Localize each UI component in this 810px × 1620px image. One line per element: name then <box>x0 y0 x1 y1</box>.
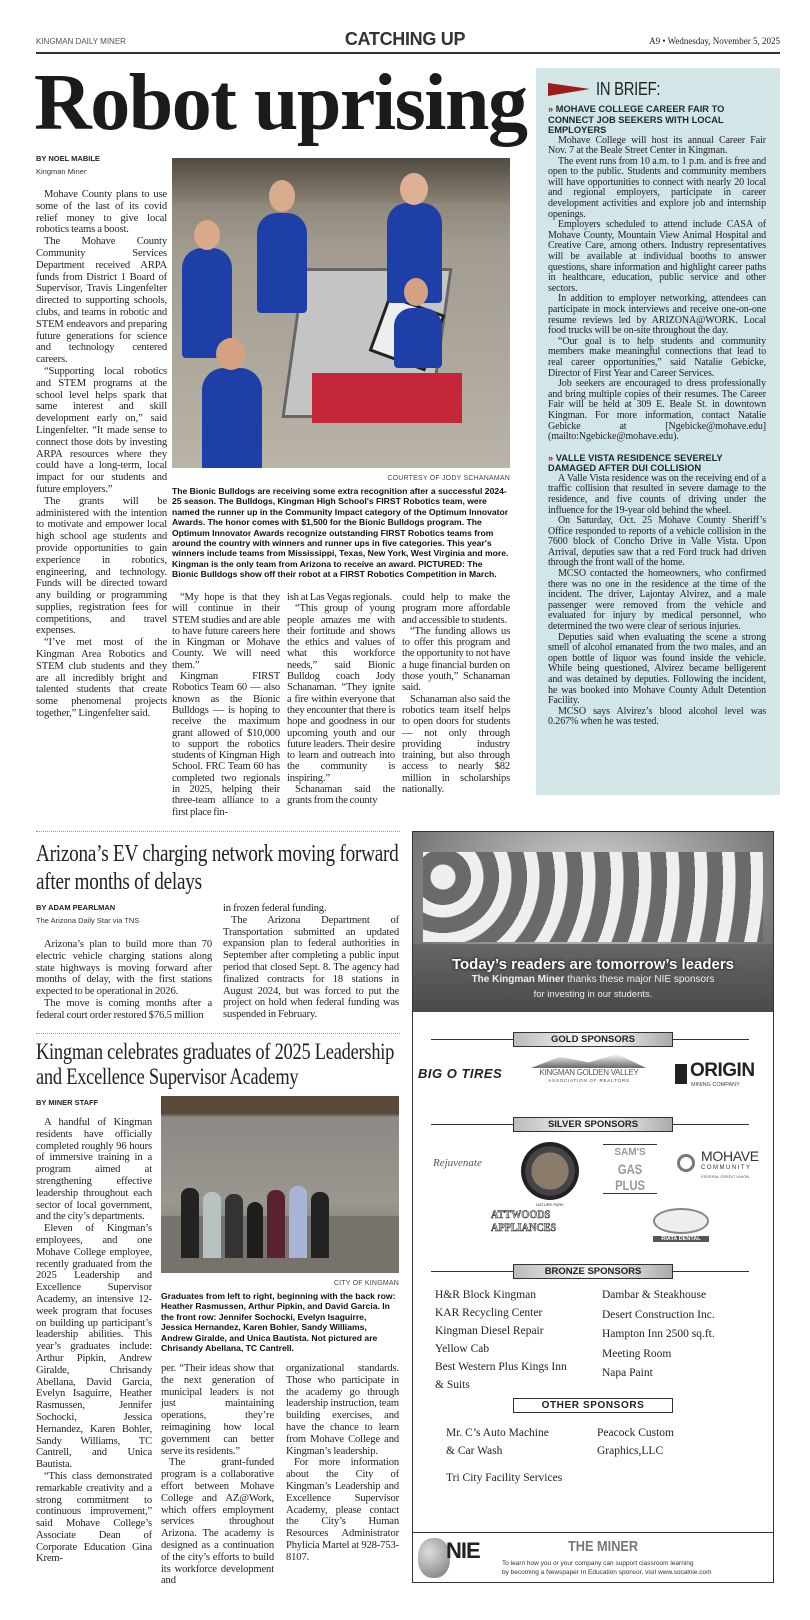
brief-headline: » MOHAVE COLLEGE CAREER FAIR TO CONNECT JOB SEEKERS WITH LOCAL EMPLOYERS <box>548 104 725 135</box>
paragraph: “The funding allows us to offer this program and the opportunity to not have a huge financial burden on those youth,” Schanaman said. <box>402 625 510 694</box>
paragraph: The event runs from 10 a.m. to 1 p.m. and is free and open to the public. Students and community members will have opportunities to connect with nearly 20 local and regional employers, participate in career development activities and explore job and internship openings. <box>548 155 766 220</box>
paragraph: “I’ve met most of the Kingman Area Robotics and STEM club students and they are all incredibly bright and talented students that create some phenomenal projects together,” Lingenfelter said. <box>36 637 167 720</box>
nie-sponsor-ad: Today’s readers are tomorrow’s leaders The Kingman Miner thanks these major NIE sponsors for investing in our students. GOLD SPONSORS BIG O TIRES KINGMAN GOLDEN VALLEY ASSOCIATION OF REALTORS ORIGIN MINING COMPANY SILVER SPONSORS Rejuvenate NATURE PARK SAM'S GAS PLUS MOHAVE COMMUNITY FEDERAL CREDIT UNION ATTWOODS APPLIANCES RIATA DENTAL BRONZE SPONSORS H&R Block Kingman KAR Recycling Center Kingman Diesel Repair Yellow Cab Best Western Plus Kings Inn & Suits Dambar & Steakhouse Desert Construction Inc. Hampton Inn 2500 sq.ft. Meeting Room Napa Paint OTHER SPONSORS Mr. C’s Auto Machine & Car Wash Tri City Facility Services Peacock Custom Graphics,LLC NIE THE MINER To learn how you or your company can support classroom learning by becoming a Newspaper In Education sponsor, visit www.socalnie.com <box>412 831 774 1583</box>
paragraph: “Supporting local robotics and STEM programs at the school level helps spark that same interest and skill development early on,” said Lingenfelter. “It made sense to connect those dots by investing ARPA resources where they could have a long-term, local impact for our students and future employers.” <box>36 365 167 495</box>
bronze-sponsors-left <box>435 1286 567 1394</box>
paragraph: Arizona’s plan to build more than 70 electric vehicle charging stations along state highways is moving forward after months of delay, with the first stations expected to be operational in 2026. <box>36 939 212 998</box>
the-miner-logo: THE MINER <box>568 1538 639 1555</box>
robot-headline: Robot uprising <box>34 59 527 147</box>
sponsor-name: Mr. C’s Auto Machine <box>446 1427 549 1439</box>
paragraph: Mohave County plans to use some of the last of its covid relief money to give local robotics teams a boost. <box>36 189 167 236</box>
photo-credit: COURTESY OF JODY SCHANAMAN <box>387 475 510 482</box>
graduates-photo <box>161 1096 399 1273</box>
in-brief-header <box>548 78 766 100</box>
section-title: CATCHING UP <box>344 29 466 49</box>
byline: BY ADAM PEARLMAN <box>36 903 116 912</box>
kingman-golden-valley-logo: KINGMAN GOLDEN VALLEY <box>539 1068 639 1077</box>
academy-col-2 <box>161 1363 274 1587</box>
arrow-icon <box>548 81 590 97</box>
sponsor-name: & Car Wash <box>446 1445 503 1457</box>
sams-gas-plus-logo: SAM'S GAS PLUS <box>603 1144 657 1194</box>
other-sponsors-left <box>446 1424 562 1487</box>
robot-article-col-1 <box>36 189 167 720</box>
section-divider <box>36 1033 400 1034</box>
robot-team-photo <box>172 158 510 468</box>
paragraph: organizational standards. Those who participate in the academy go through leadership instruction, team building exercises, and have the chance to learn from Mohave College and Kingman’s leadership. <box>286 1363 399 1457</box>
paragraph: Employers scheduled to attend include CASA of Mohave County, Mountain View Animal Hospital and Creative Care, among others. Industry representatives will be available at individual booths to answer questions, share information and highlight career paths in healthcare, education, public service and other sectors. <box>548 219 766 294</box>
masthead-rule <box>36 52 780 54</box>
byline: BY MINER STAFF <box>36 1098 99 1107</box>
other-sponsors-right <box>597 1424 674 1460</box>
in-brief-box <box>536 68 780 795</box>
attwoods-appliances-logo: ATTWOODS APPLIANCES <box>491 1207 557 1234</box>
paragraph: The grants will be administered with the intention to motivate and empower local high school age students and provide opportunities to gain experience in robotics, engineering, and technology. Funds will be directed toward any building or programming supplies, registration fees for competitions, and travel expenses. <box>36 495 167 637</box>
paragraph: The grant-funded program is a collaborative effort between Mohave College and AZ@Work, which offers employment services throughout Arizona. The academy is designed as a continuation of the city’s efforts to build its workforce development and <box>161 1457 274 1587</box>
sponsor-name: Hampton Inn 2500 sq.ft. <box>602 1328 715 1340</box>
photo-caption: The Bionic Bulldogs are receiving some extra recognition after a successful 2024-25 season. The Bulldogs, Kingman High School's FIRST Robotics team, were named the runner up in the Community Impact category of the Optimum Innovator Awards. The honor comes with $1,500 for the Bionic Bulldogs program. The Optimum Innovator Awards recognize outstanding FIRST Robotics teams from around the country with winners and runner ups in five categories. This year's winners include teams from Mississippi, Texas, New York, West Virginia and more. Kingman is the only team from Arizona to receive an award. PICTURED: The Bionic Bulldogs show off their robot at a FIRST Robotics Competition in March. <box>172 486 509 580</box>
academy-col-3 <box>286 1363 399 1564</box>
ad-thanks: The Kingman Miner thanks these major NIE sponsors <box>471 974 715 985</box>
paragraph: Schanaman said the grants from the county <box>287 784 395 807</box>
academy-col-1 <box>36 1117 152 1565</box>
paragraph: For more information about the City of Kingman’s Leadership and Excellence Supervisor Academy, please contact the City’s Human Resources Administrator Phylicia Martel at 928-753-8107. <box>286 1457 399 1563</box>
big-o-tires-logo: BIG O TIRES <box>418 1066 503 1081</box>
paragraph: MCSO contacted the homeowners, who confirmed there was no one in the residence at the time of the incident. The driver, Lajontay Alvirez, and a male passenger were removed from the vehicle and evaluated for injury by medical personnel, who determined the two were clear of serious injuries. <box>548 568 766 633</box>
ad-thanks-line2: for investing in our students. <box>533 989 653 1000</box>
paragraph: The Arizona Department of Transportation submitted an updated expansion plan to federal authorities in September after completing a public input period that closed Sept. 8. The agency had finalized contracts for 18 stations in August 2024, but was forced to put the project on hold when federal funding was suspended in February. <box>223 914 399 1021</box>
paragraph: A Valle Vista residence was on the receiving end of a traffic collision that resulted in severe damage to the residence, and five counts of driving under the influence for the 19-year old behind the wheel. <box>548 472 766 516</box>
paragraph: could help to make the program more affordable and accessible to students. <box>402 592 510 626</box>
academy-headline-wrap <box>36 1039 402 1093</box>
paragraph: In addition to employer networking, attendees can participate in mock interviews and receive one-on-one resume reviews led by ARIZONA@WORK. Local food trucks will be on-site throughout the day. <box>548 293 766 337</box>
paragraph: Job seekers are encouraged to dress professionally and bring multiple copies of their resumes. The Career Fair will be held at 309 E. Beale St. in downtown Kingman. For more information, contact Natalie Gebicke at [Ngebicke@mohave.edu](mailto:Ngebicke@mohave.edu). <box>548 378 766 443</box>
sponsor-name: Meeting Room <box>602 1347 672 1360</box>
byline-source: The Arizona Daily Star via TNS <box>36 916 140 925</box>
silver-sponsors-label: SILVER SPONSORS <box>513 1117 673 1132</box>
academy-headline: Kingman celebrates graduates of 2025 Leadership and Excellence Supervisor Academy <box>36 1039 395 1089</box>
paragraph: “This group of young people amazes me with their fortitude and shows the ethics and values of what this workforce needs,” said Bionic Bulldog coach Jody Schanaman. “They ignite a fire within everyone that they encounter that there is hope and goodness in our upcoming youth and our future leaders. Their desire to learn and outreach into the community is inspiring.” <box>287 603 395 784</box>
byline-source: Kingman Miner <box>36 167 87 176</box>
nie-logo: NIE <box>446 1538 480 1563</box>
ev-col-1 <box>36 903 212 1022</box>
origin-logo: ORIGIN <box>690 1060 755 1081</box>
photo-caption: Graduates from left to right, beginning with the back row: Heather Rasmussen, Arthur Pipkin, and David Garcia. In the front row: Jennifer Sochocki, Evelyn Isaguirre, Jessica Hernandez, Karen Bohler, Sandy Williams, Andrew Giralde, and Unica Bautista. Not pictured are Chrisandy Abellana, TC Cantrell. <box>161 1291 396 1354</box>
other-sponsors-label: OTHER SPONSORS <box>513 1398 673 1413</box>
paragraph: The Mohave County Community Services Department received ARPA funds from District 1 Board of Supervisor, Travis Lingenfelter directed to supporting schools, clubs, and teams in robotic and STEM endeavors and preparing future generations for science and technology centered careers. <box>36 236 167 366</box>
ad-footer-text: To learn how you or your company can support classroom learning by becoming a Newspaper In Education sponsor, visit www.socalnie.com <box>502 1560 712 1576</box>
bronze-sponsors-label: BRONZE SPONSORS <box>513 1264 673 1279</box>
paragraph: Mohave College will host its annual Career Fair Nov. 7 at the Beale Street Center in Kingman. <box>548 134 766 157</box>
nature-park-logo <box>521 1142 579 1200</box>
sponsor-name: Graphics,LLC <box>597 1445 664 1457</box>
riata-dental-logo-icon <box>653 1208 709 1234</box>
paper-name: KINGMAN DAILY MINER <box>36 37 126 46</box>
robot-article-col-2 <box>172 592 280 818</box>
paragraph: On Saturday, Oct. 25 Mohave County Sheriff’s Office responded to reports of a vehicle collision in the 7600 block of Concho Drive in Valle Vista. Upon Arrival, deputies saw that a red Ford truck had driven through the front wall of the home. <box>548 515 766 569</box>
ev-headline: Arizona’s EV charging network moving forward after months of delays <box>36 841 399 895</box>
ev-headline-wrap <box>36 840 402 900</box>
photo-credit: CITY OF KINGMAN <box>333 1280 399 1287</box>
sponsor-name: Tri City Facility Services <box>446 1472 563 1484</box>
robot-article-col-4 <box>402 592 510 795</box>
paragraph: Eleven of Kingman’s employees, and one Mohave College employee, recently graduated from the 2025 Leadership and Excellence Supervisor Academy, an intensive 12-week program that focuses on building up participant’s leadership abilities. This year’s graduates include: Arthur Pipkin, Andrew Giralde, Chrisandy Abellana, David Garcia, Evelyn Isaguirre, Heather Rasmussen, Jennifer Sochocki, Jessica Hernandez, Karen Bohler, Sandy Williams, TC Cantrell, and Unica Bautista. <box>36 1223 152 1471</box>
paragraph: “Our goal is to help students and community members make meaningful connections that lead to real career opportunities,” said Natalie Gebicke, Director of First Year and Career Services. <box>548 335 766 379</box>
section-divider <box>36 831 400 832</box>
paragraph: ish at Las Vegas regionals. <box>287 592 393 603</box>
byline: BY NOEL MABILE <box>36 154 100 163</box>
sponsor-name: Desert Construction Inc. <box>602 1308 715 1321</box>
paragraph: Deputies said when evaluating the scene a strong smell of alcohol emanated from the two males, and an open bottle of liquor was found inside the vehicle. While being questioned, Alvirez became belligerent and was detained by deputies. Following the incident, he was booked into Mohave County Adult Detention Facility. <box>548 631 766 707</box>
brief-headline: » VALLE VISTA RESIDENCE SEVERELY DAMAGED AFTER DUI COLLISION <box>548 452 723 474</box>
mohave-community-logo: MOHAVE <box>701 1148 759 1164</box>
sponsor-name: Kingman Diesel Repair <box>435 1325 544 1337</box>
sponsor-name: Yellow Cab <box>435 1343 490 1355</box>
sponsor-name: Best Western Plus Kings Inn <box>435 1361 567 1373</box>
sponsor-name: KAR Recycling Center <box>435 1307 543 1319</box>
in-brief-title: IN BRIEF: <box>596 78 661 99</box>
sponsor-name: Peacock Custom <box>597 1427 674 1439</box>
paragraph: MCSO says Alvirez’s blood alcohol level was 0.267% when he was tested. <box>548 705 766 728</box>
paragraph: Kingman FIRST Robotics Team 60 — also known as the Bionic Bulldogs — is hoping to receive the maximum grant allowed of $10,000 to support the robotics students of Kingman High School. FRC Team 60 has completed two regionals in 2025, helping their three-team alliance to a first place fin- <box>172 671 280 818</box>
sponsor-name: Napa Paint <box>602 1367 653 1379</box>
riata-dental-logo: RIATA DENTAL <box>653 1236 709 1242</box>
robot-byline-block <box>36 154 167 176</box>
sun-logo-icon <box>677 1154 695 1172</box>
ev-col-2 <box>223 903 399 1021</box>
robot-article-col-3 <box>287 592 395 807</box>
paragraph: The move is coming months after a federal court order restored $76.5 million <box>36 997 212 1021</box>
paragraph: A handful of Kingman residents have officially completed roughly 96 hours of immersive training in a program aimed at strengthening effective leadership throughout each sector of local government, and the city’s departments. <box>36 1117 152 1223</box>
paragraph: “This class demonstrated remarkable creativity and a strong commitment to continuous improvement,” said Mohave College’s Associate Dean of Corporate Education Gina Krem- <box>36 1470 152 1565</box>
children-photo <box>413 832 773 1012</box>
sponsor-name: & Suits <box>435 1379 470 1391</box>
sponsor-name: H&R Block Kingman <box>435 1289 536 1301</box>
gold-sponsors-label: GOLD SPONSORS <box>513 1032 673 1047</box>
origin-logo-icon <box>675 1064 687 1084</box>
paragraph: Schanaman also said the robotics team itself helps to open doors for students — not only through providing industry training, but also through access to nearly $82 million in scholarships nationally. <box>402 693 510 796</box>
rejuvenate-logo: Rejuvenate <box>433 1157 482 1169</box>
sponsor-name: Dambar & Steakhouse <box>602 1289 707 1301</box>
ad-tagline: Today’s readers are tomorrow’s leaders <box>451 956 735 973</box>
paragraph: in frozen federal funding. <box>223 903 327 914</box>
paragraph: “My hope is that they will continue in their STEM studies and are able to have future careers here in Kingman or Mohave County. We will need them.” <box>172 592 280 671</box>
mountain-logo-icon <box>531 1054 646 1068</box>
paragraph: per. “Their ideas show that the next generation of municipal leaders is not just maintaining operations, they’re reimagining how local government can better serve its residents.” <box>161 1363 274 1457</box>
bronze-sponsors-right <box>602 1286 715 1384</box>
page-date: A9 • Wednesday, November 5, 2025 <box>649 36 780 46</box>
